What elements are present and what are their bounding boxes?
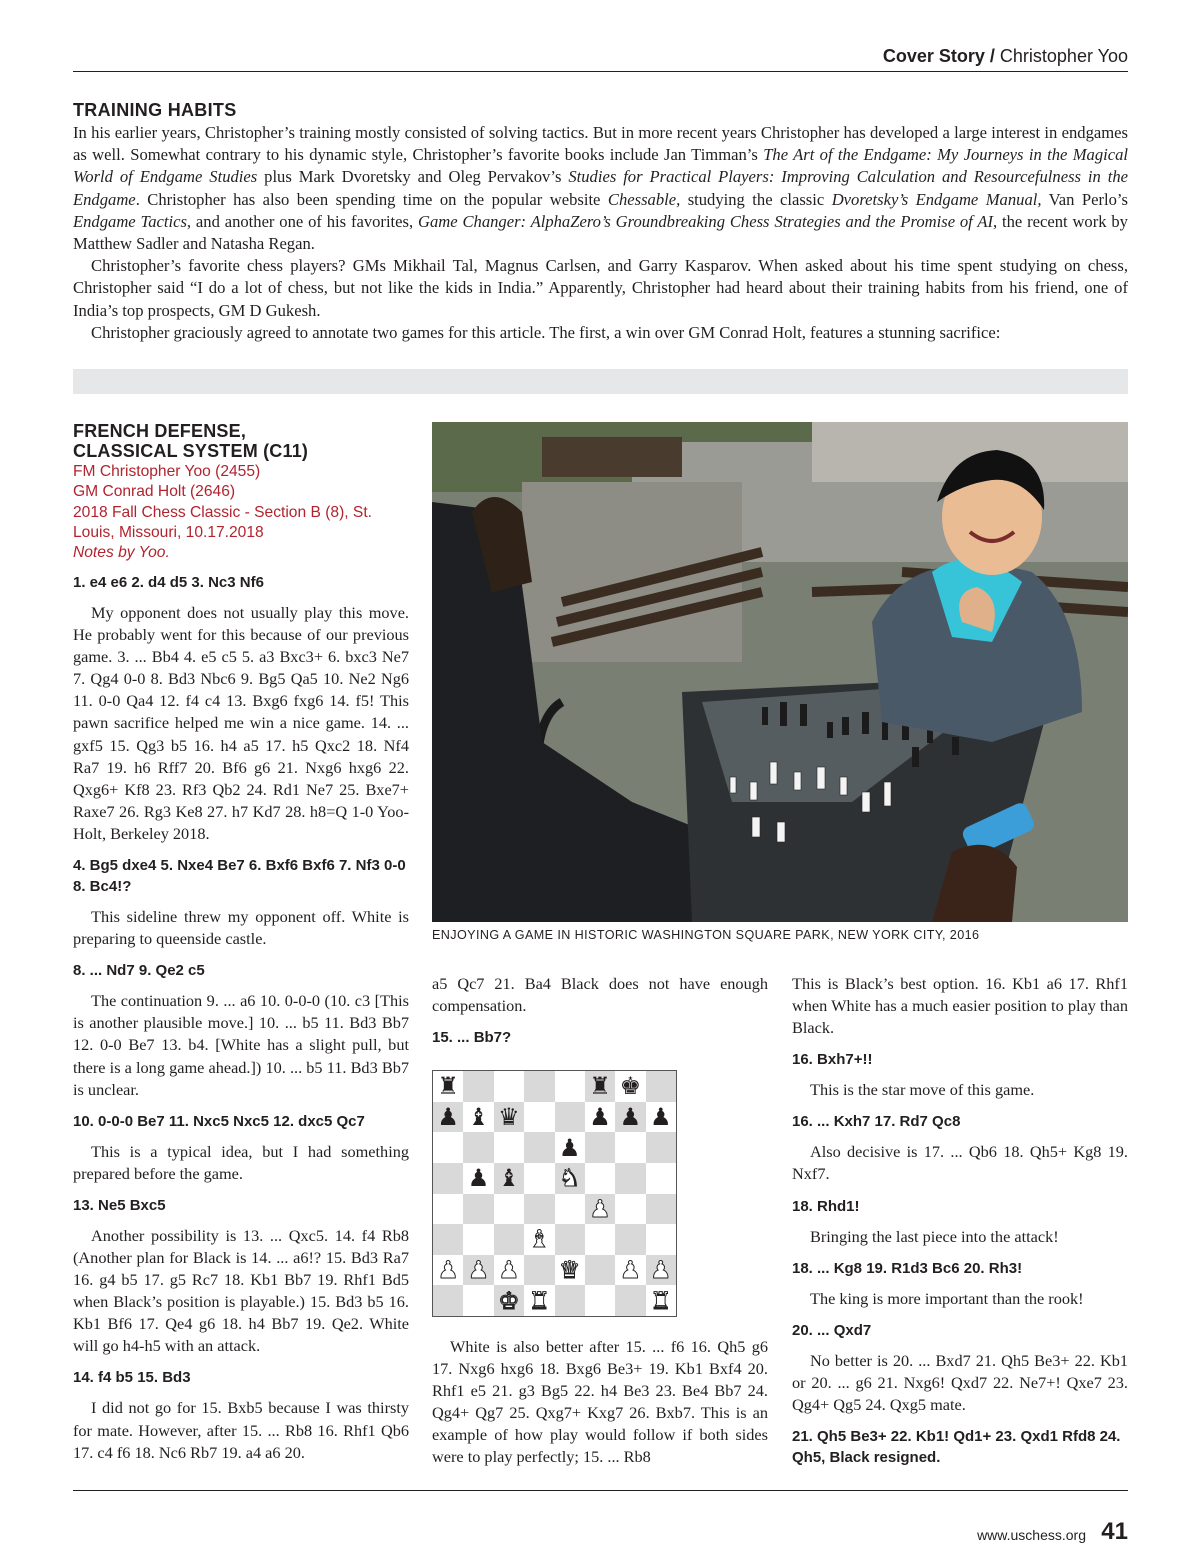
intro-text-segment: studying the classic xyxy=(680,189,832,209)
move-heading: 13. Ne5 Bxc5 xyxy=(73,1196,166,1214)
notes-by: Notes by Yoo. xyxy=(73,544,170,562)
move-heading: 16. Bxh7+!! xyxy=(792,1051,873,1069)
intro-text-segment: , and another one of his favorites, xyxy=(186,211,418,231)
game-meta xyxy=(73,462,413,563)
annotation-text: Another possibility is 13. ... Qxc5. 14. f4 Rb8 (Another plan for Black is 14. ... a6!? 15. Bd3 Ra7 16. g4 b5 17. g5 Rc7 18. Kb1 Bb7 19. Rhf1 Bd5 when Black’s position is playable.) 15. Bd3 b5 16. Kb1 Bf6 17. Qe4 g6 18. h4 Bb7 19. Qe2. White will go h4-h5 with an attack. xyxy=(73,1225,409,1356)
board-square xyxy=(615,1132,645,1163)
white-pawn-icon: ♟ xyxy=(433,1255,463,1286)
board-square xyxy=(555,1194,585,1225)
move-heading: 15. ... Bb7? xyxy=(432,1029,512,1047)
book-title: Endgame Tactics xyxy=(73,211,187,231)
book-title: Game Changer: AlphaZero’s Groundbreaking Chess Strategies and the Promise of AI xyxy=(417,211,993,231)
annotation-column-3 xyxy=(792,973,1128,1477)
board-square xyxy=(585,1255,615,1286)
move-heading: 1. e4 e6 2. d4 d5 3. Nc3 Nf6 xyxy=(73,574,264,591)
board-square xyxy=(524,1132,554,1163)
intro-paragraph-1 xyxy=(73,122,1128,255)
board-square xyxy=(555,1071,585,1102)
board-square xyxy=(585,1163,615,1194)
annotation-text: This is Black’s best option. 16. Kb1 a6 17. Rhf1 when White has a much easier position to play than Black. xyxy=(792,974,1128,1038)
annotation-text: The continuation 9. ... a6 10. 0-0-0 (10. c3 [This is another plausible move.] 10. ... b5 11. Bd3 Bb7 12. 0-0 Be7 13. b4. [White has a slight pull, but there is a long game ahead.]) 10. ... b5 11. Bd3 Bb7 is unclear. xyxy=(73,991,409,1099)
board-square xyxy=(555,1285,585,1316)
annotation-text: Also decisive is 17. ... Qb6 18. Qh5+ Kg8 19. Nxf7. xyxy=(792,1142,1128,1184)
board-square xyxy=(524,1163,554,1194)
photo-caption: ENJOYING A GAME IN HISTORIC WASHINGTON SQUARE PARK, NEW YORK CITY, 2016 xyxy=(432,928,980,942)
black-pawn-icon: ♟ xyxy=(433,1102,463,1133)
board-square xyxy=(524,1071,554,1102)
book-title: Dvoretsky’s Endgame Manual, xyxy=(831,189,1042,209)
annotation-text: My opponent does not usually play this move. He probably went for this because of our previous game. 3. ... Bb4 4. e5 c5 5. a3 Bxc3+ 6. bxc3 Ne7 7. Qg4 0-0 8. Bd3 Nbc6 9. Bg5 Qa5 10. Ne2 Ng6 11. 0-0 Qa4 12. f4 c4 13. Bxg6 fxg6 14. f5! This pawn sacrifice helped me win a nice game. 14. ... gxf5 15. Qg3 b5 16. h4 a5 17. h5 Qxc2 18. Nf4 Ra7 19. h6 Rff7 20. Bf6 g6 21. Nxg6 hxg6 22. Qxg6+ Kf8 23. Rf3 Qb2 24. Rd1 Ne7 25. Bxe7+ Raxe7 26. Rg3 Ke8 27. h7 Kd7 28. h8=Q 1-0 Yoo-Holt, Berkeley 2018. xyxy=(73,603,409,843)
book-title: The Art of the Endgame: My Journeys in the Magical World of Endgame Studies xyxy=(73,145,1129,187)
white-bishop-icon: ♝ xyxy=(524,1224,554,1255)
annotation-column-2-bottom xyxy=(432,1336,768,1479)
book-title: Studies for Practical Players: Improving Calculation and Resourcefulness in the Endgame xyxy=(73,167,1129,209)
header-author: Christopher Yoo xyxy=(994,46,1128,66)
black-pawn-icon: ♟ xyxy=(463,1163,493,1194)
board-square xyxy=(494,1132,524,1163)
move-heading: 21. Qh5 Be3+ 22. Kb1! Qd1+ 23. Qxd1 Rfd8 24. Qh5, Black resigned. xyxy=(792,1428,1121,1467)
move-heading: 4. Bg5 dxe4 5. Nxe4 Be7 6. Bxf6 Bxf6 7. Nf3 0-0 8. Bc4!? xyxy=(73,857,406,896)
white-rook-icon: ♜ xyxy=(524,1285,554,1316)
board-square xyxy=(433,1163,463,1194)
annotation-text: This sideline threw my opponent off. White is preparing to queenside castle. xyxy=(73,907,409,949)
running-header xyxy=(73,44,1128,72)
intro-text-segment: , the recent work by Matthew Sadler and Natasha Regan. xyxy=(73,211,1128,254)
board-square xyxy=(615,1163,645,1194)
white-pawn-icon: ♟ xyxy=(585,1194,615,1225)
board-square xyxy=(463,1071,493,1102)
black-bishop-icon: ♝ xyxy=(494,1163,524,1194)
board-square xyxy=(494,1224,524,1255)
event-info: 2018 Fall Chess Classic - Section B (8), St. Louis, Missouri, 10.17.2018 xyxy=(73,503,372,541)
game-title-line-2: CLASSICAL SYSTEM (C11) xyxy=(73,441,309,461)
white-player: FM Christopher Yoo (2455) xyxy=(73,463,261,480)
board-square xyxy=(555,1224,585,1255)
annotation-text: Bringing the last piece into the attack! xyxy=(810,1226,1059,1246)
move-heading: 14. f4 b5 15. Bd3 xyxy=(73,1369,191,1387)
white-pawn-icon: ♟ xyxy=(615,1255,645,1286)
board-square xyxy=(463,1132,493,1163)
footer-rule xyxy=(73,1490,1128,1491)
move-heading: 18. ... Kg8 19. R1d3 Bc6 20. Rh3! xyxy=(792,1259,1023,1277)
white-knight-icon: ♞ xyxy=(555,1163,585,1194)
board-square xyxy=(646,1224,676,1255)
board-square xyxy=(494,1071,524,1102)
board-square xyxy=(433,1194,463,1225)
divider-bar xyxy=(73,369,1128,394)
intro-text-segment: Van Perlo’s xyxy=(1041,189,1128,209)
black-rook-icon: ♜ xyxy=(585,1071,615,1102)
board-square xyxy=(524,1194,554,1225)
move-heading: 16. ... Kxh7 17. Rd7 Qc8 xyxy=(792,1113,961,1131)
annotation-text: White is also better after 15. ... f6 16. Qh5 g6 17. Nxg6 hxg6 18. Bxg6 Be3+ 19. Kb1 Bxf4 20. Rhf1 e5 21. g3 Bg5 22. h4 Be3 23. Be4 Bb7 24. Qg4+ Qg7 25. Qxg7+ Kxg7 26. Bxb7. This is an example of how play would follow if both sides were to play perfectly; 15. ... Rb8 xyxy=(432,1337,768,1467)
board-square xyxy=(646,1132,676,1163)
board-square xyxy=(463,1194,493,1225)
white-king-icon: ♚ xyxy=(494,1285,524,1316)
intro-text xyxy=(73,122,1128,344)
board-square xyxy=(585,1132,615,1163)
board-square xyxy=(463,1224,493,1255)
page-number: 41 xyxy=(1101,1518,1128,1545)
board-square xyxy=(433,1132,463,1163)
board-square xyxy=(585,1224,615,1255)
annotation-column-1 xyxy=(73,572,409,1474)
annotation-column-2-top xyxy=(432,973,768,1057)
move-heading: 20. ... Qxd7 xyxy=(792,1321,872,1339)
black-rook-icon: ♜ xyxy=(433,1071,463,1102)
annotation-text: I did not go for 15. Bxb5 because I was thirsty for mate. However, after 15. ... Rb8 16. Rhf1 Qb6 17. c4 f6 18. Nc6 Rb7 19. a4 a6 20. xyxy=(73,1398,409,1462)
board-square xyxy=(433,1224,463,1255)
black-pawn-icon: ♟ xyxy=(615,1102,645,1133)
intro-paragraph-2: Christopher’s favorite chess players? GMs Mikhail Tal, Magnus Carlsen, and Garry Kasparov. When asked about his time spent studying on chess, Christopher said “I do a lot of chess, but not like the kids in India.” Apparently, Christopher had heard about their training habits from his friend, one of India’s top prospects, GM D Gukesh. xyxy=(73,256,1128,320)
move-heading: 18. Rhd1! xyxy=(792,1197,860,1215)
white-pawn-icon: ♟ xyxy=(463,1255,493,1286)
book-title: Chessable, xyxy=(607,189,681,209)
black-bishop-icon: ♝ xyxy=(463,1102,493,1133)
board-square xyxy=(524,1255,554,1286)
intro-text-segment: In his earlier years, Christopher’s training mostly consisted of solving tactics. But in more recent years Christopher has developed a large interest in endgames as well. Somewhat contrary to his dynamic style, Christopher’s favorite books include Jan Timman’s xyxy=(73,123,1128,165)
annotation-text: This is a typical idea, but I had something prepared before the game. xyxy=(73,1141,409,1183)
board-square xyxy=(615,1224,645,1255)
annotation-text: The king is more important than the rook! xyxy=(810,1288,1084,1308)
board-square xyxy=(615,1285,645,1316)
white-pawn-icon: ♟ xyxy=(494,1255,524,1286)
game-title xyxy=(73,421,413,461)
move-heading: 8. ... Nd7 9. Qe2 c5 xyxy=(73,962,205,980)
board-square xyxy=(524,1102,554,1133)
board-square xyxy=(555,1102,585,1133)
intro-paragraph-3: Christopher graciously agreed to annotate two games for this article. The first, a win over GM Conrad Holt, features a stunning sacrifice: xyxy=(91,322,1001,342)
annotation-text: No better is 20. ... Bxd7 21. Qh5 Be3+ 22. Kb1 or 20. ... g6 21. Nxg6! Qxd7 22. Ne7+! Qxe7 23. Qg4+ Qg5 24. Qxg5 mate. xyxy=(792,1350,1128,1414)
white-queen-icon: ♛ xyxy=(555,1255,585,1286)
black-pawn-icon: ♟ xyxy=(555,1132,585,1163)
intro-text-segment: plus Mark Dvoretsky and Oleg Pervakov’s xyxy=(257,167,569,187)
move-heading: 10. 0-0-0 Be7 11. Nxc5 Nxc5 12. dxc5 Qc7 xyxy=(73,1112,365,1130)
board-square xyxy=(585,1285,615,1316)
board-square xyxy=(433,1285,463,1316)
black-player: GM Conrad Holt (2646) xyxy=(73,483,236,501)
black-pawn-icon: ♟ xyxy=(646,1102,676,1133)
photo-illustration xyxy=(432,422,1128,922)
annotation-text: a5 Qc7 21. Ba4 Black does not have enough compensation. xyxy=(432,974,768,1016)
board-square xyxy=(494,1194,524,1225)
black-pawn-icon: ♟ xyxy=(585,1102,615,1133)
board-square xyxy=(615,1194,645,1225)
intro-text-segment: . Christopher has also been spending time on the popular website xyxy=(135,189,608,209)
board-square xyxy=(646,1163,676,1194)
header-section: Cover Story / xyxy=(882,46,995,66)
board-square xyxy=(463,1285,493,1316)
board-square xyxy=(646,1194,676,1225)
section-title: TRAINING HABITS xyxy=(73,100,237,120)
chess-diagram xyxy=(432,1070,677,1317)
white-rook-icon: ♜ xyxy=(646,1285,676,1316)
white-pawn-icon: ♟ xyxy=(646,1255,676,1286)
annotation-text: This is the star move of this game. xyxy=(810,1080,1035,1100)
footer-url: www.uschess.org xyxy=(977,1527,1086,1543)
black-queen-icon: ♛ xyxy=(494,1102,524,1133)
black-king-icon: ♚ xyxy=(615,1071,645,1102)
game-title-line-1: FRENCH DEFENSE, xyxy=(73,421,247,441)
board-square xyxy=(646,1071,676,1102)
park-chess-photo xyxy=(432,422,1128,922)
